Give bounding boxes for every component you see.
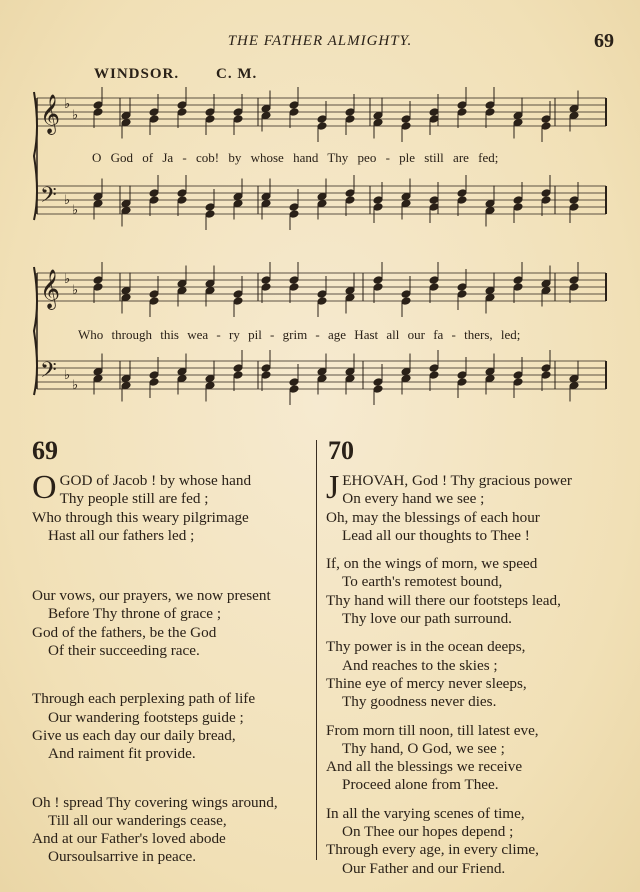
verse-line: Through every age, in every clime, (326, 841, 539, 859)
note-head-icon (261, 104, 271, 113)
note-head-icon (233, 297, 243, 306)
note-head-icon (541, 364, 551, 373)
note-head-icon (541, 122, 551, 131)
note-head-icon (205, 108, 215, 117)
verse-line: Proceed alone from Thee. (342, 776, 499, 794)
note-head-icon (233, 371, 243, 380)
stanza (32, 469, 317, 545)
note-head-icon (233, 290, 243, 299)
note-head-icon (541, 279, 551, 288)
note-head-icon (205, 115, 215, 124)
note-head-icon (317, 297, 327, 306)
note-head-icon (429, 115, 439, 124)
verse-line: And raiment fit provide. (48, 745, 196, 763)
note-head-icon (233, 192, 243, 201)
bass-clef-icon: 𝄢 (40, 183, 57, 213)
note-head-icon (177, 286, 187, 295)
note-head-icon (485, 367, 495, 376)
note-head-icon (261, 199, 271, 208)
note-head-icon (317, 115, 327, 124)
note-head-icon (401, 115, 411, 124)
note-head-icon (317, 199, 327, 208)
tune-name: WINDSOR. (94, 66, 180, 82)
note-head-icon (541, 371, 551, 380)
note-head-icon (261, 192, 271, 201)
flat-sign-icon: ♭ (72, 378, 79, 393)
verse-line: And at our Father's loved abode (32, 830, 226, 848)
note-head-icon (177, 108, 187, 117)
note-head-icon (429, 276, 439, 285)
verse-line: Thine eye of mercy never sleeps, (326, 674, 527, 692)
dropcap: J (326, 469, 340, 506)
verse-line: To earth's remotest bound, (342, 573, 503, 591)
note-head-icon (149, 297, 159, 306)
note-head-icon (121, 374, 131, 383)
note-head-icon (373, 118, 383, 127)
note-head-icon (289, 385, 299, 394)
note-head-icon (345, 115, 355, 124)
note-head-icon (317, 290, 327, 299)
note-head-icon (513, 118, 523, 127)
note-head-icon (177, 189, 187, 198)
flat-sign-icon: ♭ (72, 108, 79, 123)
note-head-icon (121, 381, 131, 390)
note-head-icon (401, 192, 411, 201)
note-head-icon (513, 203, 523, 212)
note-head-icon (177, 196, 187, 205)
note-head-icon (289, 203, 299, 212)
note-head-icon (569, 111, 579, 120)
tune-meter: C. M. (216, 66, 258, 82)
note-head-icon (205, 381, 215, 390)
note-head-icon (261, 276, 271, 285)
note-head-icon (513, 276, 523, 285)
verse-line: Thy hand, O God, we see ; (342, 739, 505, 757)
note-head-icon (233, 115, 243, 124)
verse-line: Lead all our thoughts to Thee ! (342, 526, 530, 544)
note-head-icon (93, 276, 103, 285)
verse-line: Our wandering footsteps guide ; (48, 708, 244, 726)
verse-line: Our Father and our Friend. (342, 859, 506, 877)
note-head-icon (401, 199, 411, 208)
note-head-icon (149, 371, 159, 380)
verse-line: Thy love our path surround. (342, 610, 512, 628)
note-head-icon (233, 108, 243, 117)
stanza (326, 722, 626, 795)
note-head-icon (261, 111, 271, 120)
verse-line: Who through this weary pilgrimage (32, 508, 249, 526)
note-head-icon (121, 206, 131, 215)
running-head: THE FATHER ALMIGHTY. (227, 33, 413, 49)
note-head-icon (457, 189, 467, 198)
note-head-icon (205, 210, 215, 219)
note-head-icon (345, 374, 355, 383)
note-head-icon (317, 192, 327, 201)
note-head-icon (289, 283, 299, 292)
stanza (32, 794, 317, 867)
verse-line: If, on the wings of morn, we speed (326, 555, 538, 573)
bass-clef-icon: 𝄢 (40, 358, 57, 388)
stanza (32, 587, 317, 660)
note-head-icon (569, 283, 579, 292)
verse-line: And all the blessings we receive (326, 758, 523, 776)
note-head-icon (569, 104, 579, 113)
note-head-icon (541, 286, 551, 295)
hymn-70-text (326, 469, 626, 878)
note-head-icon (205, 374, 215, 383)
note-head-icon (457, 196, 467, 205)
music-score (0, 0, 640, 420)
note-head-icon (457, 290, 467, 299)
verse-line: Of their succeeding race. (48, 642, 200, 660)
verse-line: Give us each day our daily bread, (32, 726, 236, 744)
note-head-icon (345, 189, 355, 198)
note-head-icon (513, 371, 523, 380)
verse-line: Hast all our fathers led ; (48, 526, 195, 544)
note-head-icon (373, 111, 383, 120)
note-head-icon (121, 286, 131, 295)
note-head-icon (485, 206, 495, 215)
verse-line: Thy hand will there our footsteps lead, (326, 591, 561, 609)
stanza (326, 469, 626, 545)
note-head-icon (121, 199, 131, 208)
flat-sign-icon: ♭ (64, 272, 71, 287)
note-head-icon (429, 196, 439, 205)
note-head-icon (289, 276, 299, 285)
note-head-icon (513, 378, 523, 387)
treble-clef-icon: 𝄞 (40, 94, 61, 134)
verse-line: Oh ! spread Thy covering wings around, (32, 793, 278, 811)
lyric-line-2: Who through this wea - ry pil - grim - age Hast all our fa - thers, led; (78, 327, 521, 342)
note-head-icon (429, 108, 439, 117)
verse-line: On Thee our hopes depend ; (342, 823, 514, 841)
note-head-icon (317, 367, 327, 376)
note-head-icon (345, 108, 355, 117)
verse-line: Our vows, our prayers, we now present (32, 587, 271, 605)
note-head-icon (149, 115, 159, 124)
stanza (326, 555, 626, 628)
note-head-icon (401, 290, 411, 299)
note-head-icon (541, 196, 551, 205)
verse-line: Till all our wanderings cease, (48, 811, 227, 829)
note-head-icon (177, 279, 187, 288)
note-head-icon (373, 203, 383, 212)
note-head-icon (429, 371, 439, 380)
note-head-icon (345, 367, 355, 376)
note-head-icon (373, 276, 383, 285)
note-head-icon (429, 203, 439, 212)
note-head-icon (121, 293, 131, 302)
note-head-icon (457, 101, 467, 110)
note-head-icon (345, 286, 355, 295)
note-head-icon (177, 374, 187, 383)
note-head-icon (541, 115, 551, 124)
note-head-icon (401, 374, 411, 383)
note-head-icon (569, 374, 579, 383)
note-head-icon (345, 293, 355, 302)
page-number: 69 (594, 30, 614, 52)
verse-line: From morn till noon, till latest eve, (326, 721, 539, 739)
note-head-icon (177, 367, 187, 376)
note-head-icon (93, 192, 103, 201)
note-head-icon (205, 279, 215, 288)
note-head-icon (93, 283, 103, 292)
verse-line: God of the fathers, be the God (32, 623, 217, 641)
treble-clef-icon: 𝄞 (40, 269, 61, 309)
flat-sign-icon: ♭ (72, 203, 79, 218)
note-head-icon (289, 210, 299, 219)
note-head-icon (457, 371, 467, 380)
verse-line: Oursoulsarrive in peace. (48, 848, 197, 866)
stanza (326, 638, 626, 711)
flat-sign-icon: ♭ (64, 368, 71, 383)
verse-line: Thy power is in the ocean deeps, (326, 638, 526, 656)
note-head-icon (485, 108, 495, 117)
note-head-icon (485, 199, 495, 208)
note-head-icon (289, 378, 299, 387)
note-head-icon (205, 203, 215, 212)
hymn-69-text (32, 469, 317, 867)
note-head-icon (149, 378, 159, 387)
note-head-icon (429, 364, 439, 373)
note-head-icon (429, 283, 439, 292)
verse-line: EHOVAH, God ! Thy gracious power (342, 472, 572, 489)
dropcap: O (32, 469, 57, 506)
flat-sign-icon: ♭ (72, 283, 79, 298)
verse-line: Oh, may the blessings of each hour (326, 508, 540, 526)
verse-line: On every hand we see ; (342, 490, 485, 508)
verse-line: In all the varying scenes of time, (326, 804, 525, 822)
note-head-icon (149, 290, 159, 299)
note-head-icon (569, 203, 579, 212)
note-head-icon (261, 364, 271, 373)
note-head-icon (373, 385, 383, 394)
note-head-icon (93, 367, 103, 376)
note-head-icon (261, 283, 271, 292)
note-head-icon (93, 199, 103, 208)
note-head-icon (93, 374, 103, 383)
verse-line: GOD of Jacob ! by whose hand (59, 472, 252, 489)
note-head-icon (457, 108, 467, 117)
stanza (326, 805, 626, 878)
note-head-icon (485, 374, 495, 383)
lyric-line-1: O God of Ja - cob! by whose hand Thy peo - ple still are fed; (92, 150, 499, 165)
note-head-icon (233, 199, 243, 208)
note-head-icon (373, 378, 383, 387)
note-head-icon (121, 111, 131, 120)
note-head-icon (149, 196, 159, 205)
note-head-icon (485, 101, 495, 110)
note-head-icon (121, 118, 131, 127)
note-head-icon (373, 196, 383, 205)
score-staves (34, 87, 606, 405)
note-head-icon (317, 122, 327, 131)
note-head-icon (177, 101, 187, 110)
note-head-icon (513, 283, 523, 292)
note-head-icon (93, 108, 103, 117)
note-head-icon (233, 364, 243, 373)
note-head-icon (149, 189, 159, 198)
verse-line: Thy people still are fed ; (59, 490, 209, 508)
note-head-icon (513, 196, 523, 205)
note-head-icon (373, 283, 383, 292)
note-head-icon (289, 101, 299, 110)
note-head-icon (485, 293, 495, 302)
note-head-icon (541, 189, 551, 198)
note-head-icon (93, 101, 103, 110)
note-head-icon (289, 108, 299, 117)
flat-sign-icon: ♭ (64, 193, 71, 208)
note-head-icon (457, 283, 467, 292)
note-head-icon (485, 286, 495, 295)
stanza (32, 690, 317, 763)
hymn-number-69: 69 (32, 436, 58, 465)
note-head-icon (401, 367, 411, 376)
note-head-icon (401, 297, 411, 306)
note-head-icon (569, 196, 579, 205)
note-head-icon (317, 374, 327, 383)
verse-line: And reaches to the skies ; (342, 656, 498, 674)
flat-sign-icon: ♭ (64, 97, 71, 112)
note-head-icon (513, 111, 523, 120)
hymn-number-70: 70 (328, 436, 354, 465)
verse-line: Before Thy throne of grace ; (48, 605, 222, 623)
note-head-icon (457, 378, 467, 387)
note-head-icon (205, 286, 215, 295)
note-head-icon (401, 122, 411, 131)
note-head-icon (345, 196, 355, 205)
note-head-icon (261, 371, 271, 380)
note-head-icon (569, 276, 579, 285)
verse-line: Thy goodness never dies. (342, 693, 497, 711)
note-head-icon (149, 108, 159, 117)
note-head-icon (569, 381, 579, 390)
verse-line: Through each perplexing path of life (32, 690, 256, 708)
